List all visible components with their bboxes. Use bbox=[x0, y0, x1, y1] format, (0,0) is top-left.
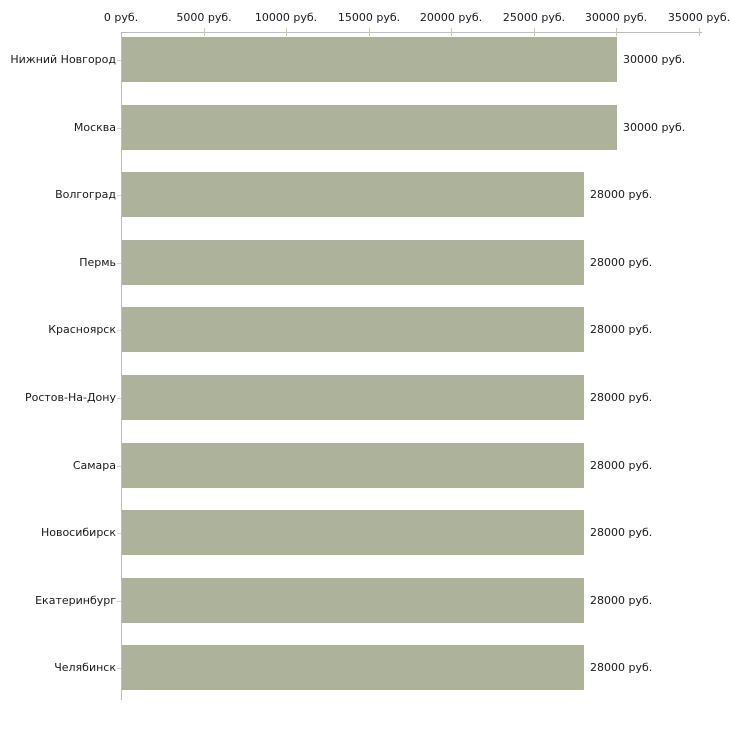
x-axis-tick-mark bbox=[286, 28, 287, 36]
x-axis-tick-label: 10000 руб. bbox=[254, 11, 318, 24]
value-label: 28000 руб. bbox=[590, 594, 653, 607]
y-axis-tick-mark bbox=[117, 533, 121, 534]
category-label: Красноярск bbox=[48, 323, 116, 336]
category-label: Ростов-На-Дону bbox=[24, 391, 116, 404]
x-axis-tick-label: 0 руб. bbox=[103, 11, 139, 24]
x-axis-tick-mark bbox=[534, 28, 535, 36]
category-label: Новосибирск bbox=[40, 526, 116, 539]
y-axis-tick-mark bbox=[117, 330, 121, 331]
category-label: Нижний Новгород bbox=[10, 53, 116, 66]
y-axis-tick-mark bbox=[117, 398, 121, 399]
x-axis-tick-label: 20000 руб. bbox=[419, 11, 483, 24]
bar-7 bbox=[122, 443, 584, 488]
value-label: 28000 руб. bbox=[590, 459, 653, 472]
category-label: Самара bbox=[72, 459, 116, 472]
y-axis-tick-mark bbox=[117, 60, 121, 61]
value-label: 30000 руб. bbox=[623, 53, 686, 66]
value-label: 30000 руб. bbox=[623, 121, 686, 134]
bar-4 bbox=[122, 240, 584, 285]
x-axis-tick-label: 25000 руб. bbox=[502, 11, 566, 24]
category-label: Екатеринбург bbox=[35, 594, 116, 607]
x-axis-tick-label: 35000 руб. bbox=[667, 11, 730, 24]
category-label: Пермь bbox=[79, 256, 116, 269]
value-label: 28000 руб. bbox=[590, 188, 653, 201]
bar-3 bbox=[122, 172, 584, 217]
x-axis-tick-mark bbox=[204, 28, 205, 36]
bar-6 bbox=[122, 375, 584, 420]
y-axis-tick-mark bbox=[117, 601, 121, 602]
category-label: Волгоград bbox=[55, 188, 116, 201]
value-label: 28000 руб. bbox=[590, 323, 653, 336]
bar-10 bbox=[122, 645, 584, 690]
x-axis-tick-label: 30000 руб. bbox=[584, 11, 648, 24]
value-label: 28000 руб. bbox=[590, 256, 653, 269]
value-label: 28000 руб. bbox=[590, 526, 653, 539]
y-axis-tick-mark bbox=[117, 668, 121, 669]
bar-2 bbox=[122, 105, 617, 150]
y-axis-tick-mark bbox=[117, 128, 121, 129]
category-label: Челябинск bbox=[54, 661, 116, 674]
x-axis-tick-mark bbox=[699, 28, 700, 36]
x-axis-tick-mark bbox=[616, 28, 617, 36]
x-axis-tick-mark bbox=[369, 28, 370, 36]
y-axis-tick-mark bbox=[117, 195, 121, 196]
y-axis-tick-mark bbox=[117, 466, 121, 467]
bar-8 bbox=[122, 510, 584, 555]
bar-1 bbox=[122, 37, 617, 82]
value-label: 28000 руб. bbox=[590, 661, 653, 674]
category-label: Москва bbox=[73, 121, 116, 134]
bar-9 bbox=[122, 578, 584, 623]
x-axis-tick-label: 15000 руб. bbox=[337, 11, 401, 24]
value-label: 28000 руб. bbox=[590, 391, 653, 404]
y-axis-tick-mark bbox=[117, 263, 121, 264]
bar-5 bbox=[122, 307, 584, 352]
x-axis-line bbox=[121, 32, 702, 33]
x-axis-tick-mark bbox=[451, 28, 452, 36]
x-axis-tick-label: 5000 руб. bbox=[176, 11, 232, 24]
